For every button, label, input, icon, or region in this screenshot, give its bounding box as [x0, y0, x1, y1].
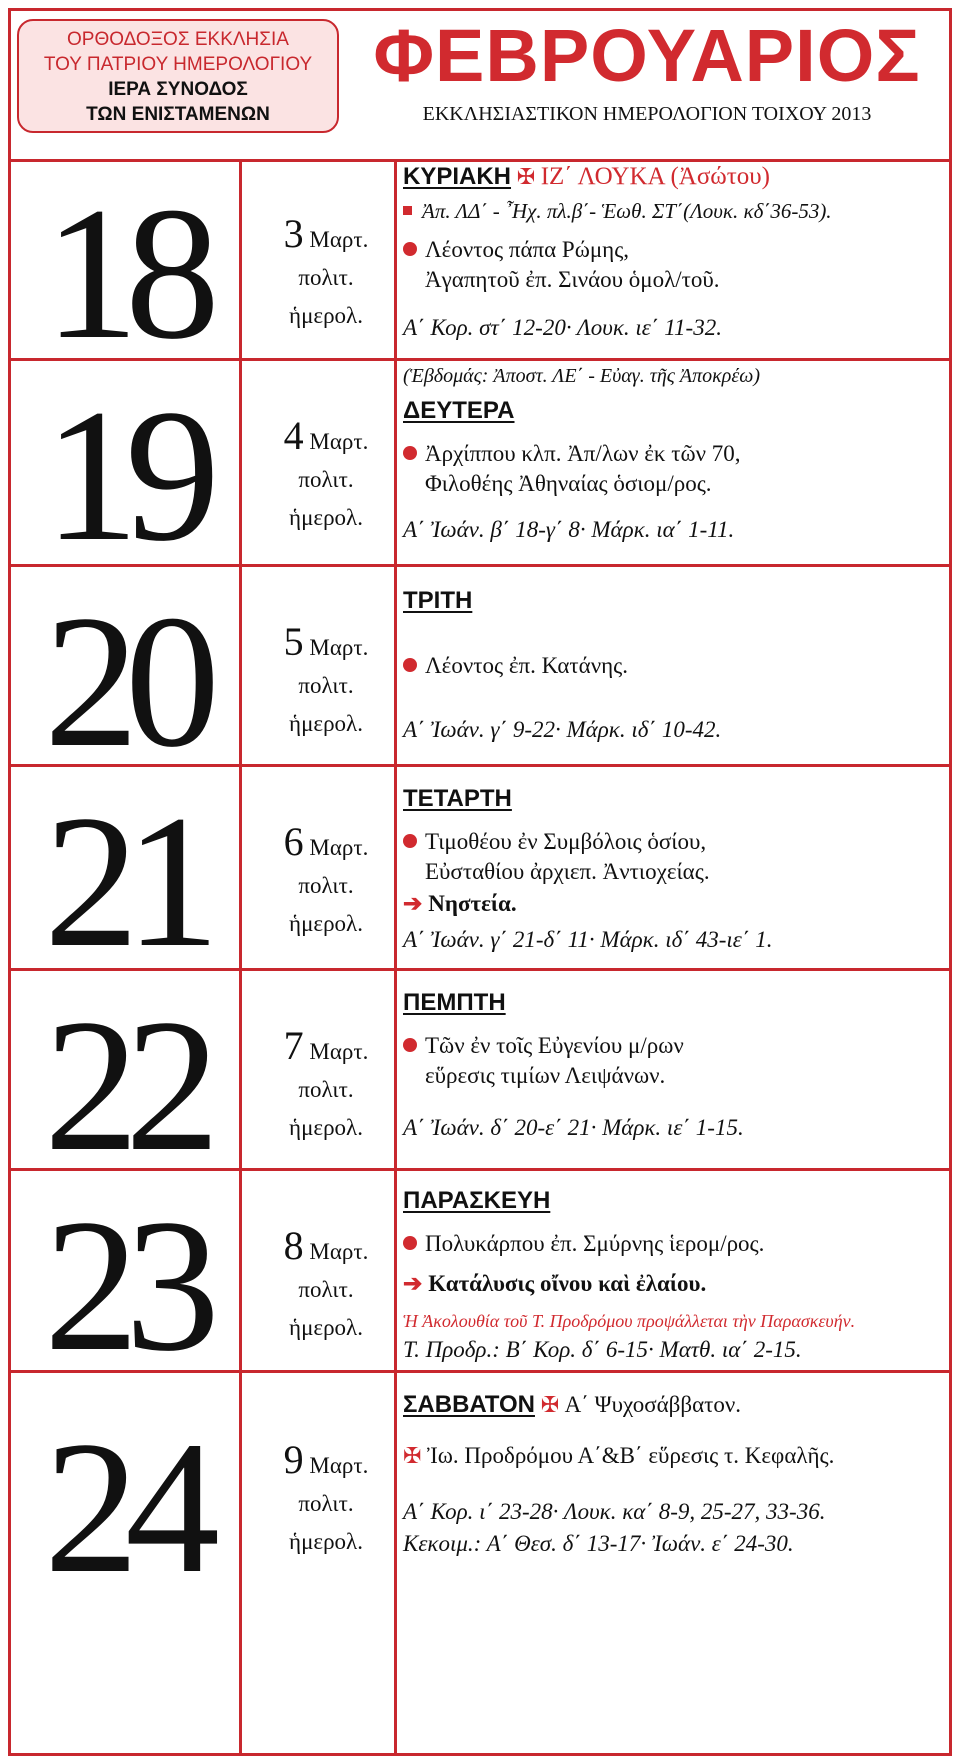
calendar-header [11, 11, 949, 162]
reading-line-2: Κεκοιμ.: Α΄ Θεσ. δ΄ 13-17· Ἰωάν. ε΄ 24-30. [403, 1531, 794, 1556]
calendar-subtitle: ΕΚΚΛΗΣΙΑΣΤΙΚΟΝ ΗΜΕΡΟΛΟΓΙΟΝ ΤΟΙΧΟΥ 2013 [422, 103, 872, 125]
old-day-number: 9 [283, 1437, 304, 1482]
old-cal-label-2: ἡμερολ. [289, 711, 363, 736]
reading-line: Α΄ Ἰωάν. γ΄ 21-δ΄ 11· Μάρκ. ιδ΄ 43-ιε΄ 1. [403, 927, 773, 952]
day-number: 20 [44, 577, 206, 787]
old-calendar-date [256, 819, 396, 943]
old-calendar-date [256, 413, 396, 537]
weekday-name: ΔΕΥΤΕΡΑ [403, 397, 515, 424]
old-day-number: 7 [283, 1023, 304, 1068]
saint-line-1: Ἀρχίππου κλπ. Ἀπ/λων ἐκ τῶν 70, [425, 441, 741, 466]
old-month: Μαρτ. [309, 429, 369, 454]
saint-line-2: Εὐσταθίου ἀρχιεπ. Ἀντιοχείας. [425, 859, 710, 884]
old-cal-label-2: ἡμερολ. [289, 505, 363, 530]
month-title: ΦΕΒΡΟΥΑΡΙΟΣ [373, 14, 921, 97]
old-cal-label-1: πολιτ. [298, 467, 354, 492]
day-number: 19 [44, 371, 206, 581]
weekday-name: ΤΡΙΤΗ [403, 587, 473, 614]
old-cal-label-2: ἡμερολ. [289, 303, 363, 328]
red-dot-icon [403, 242, 417, 256]
dispensation-note: Κατάλυσις οἴνου καὶ ἐλαίου. [428, 1271, 707, 1296]
old-cal-label-1: πολιτ. [298, 873, 354, 898]
day-row [11, 971, 949, 1191]
old-day-number: 8 [283, 1223, 304, 1268]
saint-line-1: Ἰω. Προδρόμου Α΄&Β΄ εὕρεσις τ. Κεφαλῆς. [426, 1443, 835, 1468]
saint-line-1: Τῶν ἐν τοῖς Εὐγενίου μ/ρων [425, 1033, 684, 1058]
saint-line-1: Τιμοθέου ἐν Συμβόλοις ὁσίου, [425, 829, 707, 854]
red-dot-icon [403, 1038, 417, 1052]
red-dot-icon [403, 834, 417, 848]
church-line-1: ΟΡΘΟΔΟΞΟΣ ΕΚΚΛΗΣΙΑ [67, 29, 289, 50]
weekday-name: ΠΕΜΠΤΗ [403, 989, 506, 1016]
old-month: Μαρτ. [309, 1239, 369, 1264]
weekday-name: ΤΕΤΑΡΤΗ [403, 785, 512, 812]
maltese-cross-icon: ✠ [403, 1443, 427, 1468]
old-cal-label-1: πολιτ. [298, 1491, 354, 1516]
weekday-name: ΣΑΒΒΑΤΟΝ [403, 1391, 535, 1418]
old-month: Μαρτ. [309, 1039, 369, 1064]
old-month: Μαρτ. [309, 227, 369, 252]
old-cal-label-2: ἡμερολ. [289, 911, 363, 936]
tone-line: Ἀπ. ΛΔ΄ - ῏Ηχ. πλ.β΄- Ἑωθ. ΣΤ΄(Λουκ. κδ΄36-53). [422, 199, 832, 223]
saint-line-1: Λέοντος πάπα Ρώμης, [425, 237, 630, 262]
old-day-number: 6 [283, 819, 304, 864]
old-cal-label-1: πολιτ. [298, 1077, 354, 1102]
reading-line: Α΄ Ἰωάν. δ΄ 20-ε΄ 21· Μάρκ. ιε΄ 1-15. [403, 1115, 744, 1140]
old-day-number: 4 [283, 413, 304, 458]
calendar-page [8, 8, 952, 1756]
old-cal-label-1: πολιτ. [298, 265, 354, 290]
feast-title: ΙΖ΄ ΛΟΥΚΑ (Ἀσώτου) [540, 163, 770, 190]
old-day-number: 5 [283, 619, 304, 664]
church-line-2: ΤΟΥ ΠΑΤΡΙΟΥ ΗΜΕΡΟΛΟΓΙΟΥ [43, 54, 313, 75]
day-row [11, 361, 949, 581]
church-label-box [17, 19, 339, 133]
day-number: 21 [44, 777, 206, 987]
day-number: 23 [44, 1181, 206, 1391]
weekday-name: ΠΑΡΑΣΚΕΥΗ [403, 1187, 551, 1214]
old-cal-label-2: ἡμερολ. [289, 1115, 363, 1140]
saint-line-2: Ἀγαπητοῦ ἐπ. Σινάου ὁμολ/τοῦ. [425, 267, 720, 292]
red-dot-icon [403, 446, 417, 460]
saint-line-2: εὕρεσις τιμίων Λειψάνων. [425, 1063, 666, 1088]
old-cal-label-2: ἡμερολ. [289, 1529, 363, 1554]
reading-line: Α΄ Ἰωάν. β΄ 18-γ΄ 8· Μάρκ. ια΄ 1-11. [403, 517, 735, 542]
saint-line-1: Πολυκάρπου ἐπ. Σμύρνης ἱερομ/ρος. [425, 1231, 765, 1256]
day-number: 22 [44, 981, 206, 1191]
week-note: (Ἑβδομάς: Ἀποστ. ΛΕ΄ - Εὐαγ. τῆς Ἀποκρέω) [403, 365, 760, 387]
reading-line: Α΄ Ἰωάν. γ΄ 9-22· Μάρκ. ιδ΄ 10-42. [403, 717, 722, 742]
old-cal-label-1: πολιτ. [298, 673, 354, 698]
old-calendar-date [256, 211, 396, 335]
reading-line: Α΄ Κορ. στ΄ 12-20· Λουκ. ιε΄ 11-32. [403, 315, 722, 340]
service-remark: Ἡ Ἀκολουθία τοῦ Τ. Προδρόμου προψάλλεται τὴν Παρασκευήν. [403, 1311, 856, 1331]
old-month: Μαρτ. [309, 835, 369, 860]
old-calendar-date [256, 619, 396, 743]
red-dot-icon [403, 1236, 417, 1250]
day-row [11, 1171, 949, 1391]
old-calendar-date [256, 1437, 396, 1561]
right-arrow-icon: ➔ [403, 1271, 423, 1296]
day-number: 24 [44, 1403, 206, 1613]
maltese-cross-icon: ✠ [540, 1392, 565, 1417]
day-row [11, 567, 949, 787]
old-cal-label-2: ἡμερολ. [289, 1315, 363, 1340]
old-cal-label-1: πολιτ. [298, 1277, 354, 1302]
red-dot-icon [403, 658, 417, 672]
reading-line: Α΄ Κορ. ι΄ 23-28· Λουκ. κα΄ 8-9, 25-27, 33-36. [403, 1499, 826, 1524]
saint-line-2: Φιλοθέης Ἀθηναίας ὁσιομ/ρος. [425, 471, 712, 496]
right-arrow-icon: ➔ [403, 891, 423, 916]
day-row [11, 1373, 949, 1753]
old-calendar-date [256, 1223, 396, 1347]
old-calendar-date [256, 1023, 396, 1147]
maltese-cross-icon: ✠ [516, 164, 541, 189]
day-number: 18 [44, 169, 206, 379]
weekday-name: ΚΥΡΙΑΚΗ [403, 163, 512, 190]
old-month: Μαρτ. [309, 635, 369, 660]
old-month: Μαρτ. [309, 1453, 369, 1478]
day-row [11, 767, 949, 987]
church-line-3: ΙΕΡΑ ΣΥΝΟΔΟΣ [108, 79, 248, 100]
saint-line-1: Λέοντος ἐπ. Κατάνης. [425, 653, 628, 678]
church-line-4: ΤΩΝ ΕΝΙΣΤΑΜΕΝΩΝ [86, 104, 270, 125]
old-day-number: 3 [283, 211, 304, 256]
feast-title: Α΄ Ψυχοσάββατον. [564, 1392, 742, 1417]
fasting-note: Νηστεία. [428, 891, 517, 916]
red-square-icon [403, 206, 412, 215]
reading-line: Τ. Προδρ.: Β΄ Κορ. δ΄ 6-15· Ματθ. ια΄ 2-15. [403, 1337, 802, 1362]
